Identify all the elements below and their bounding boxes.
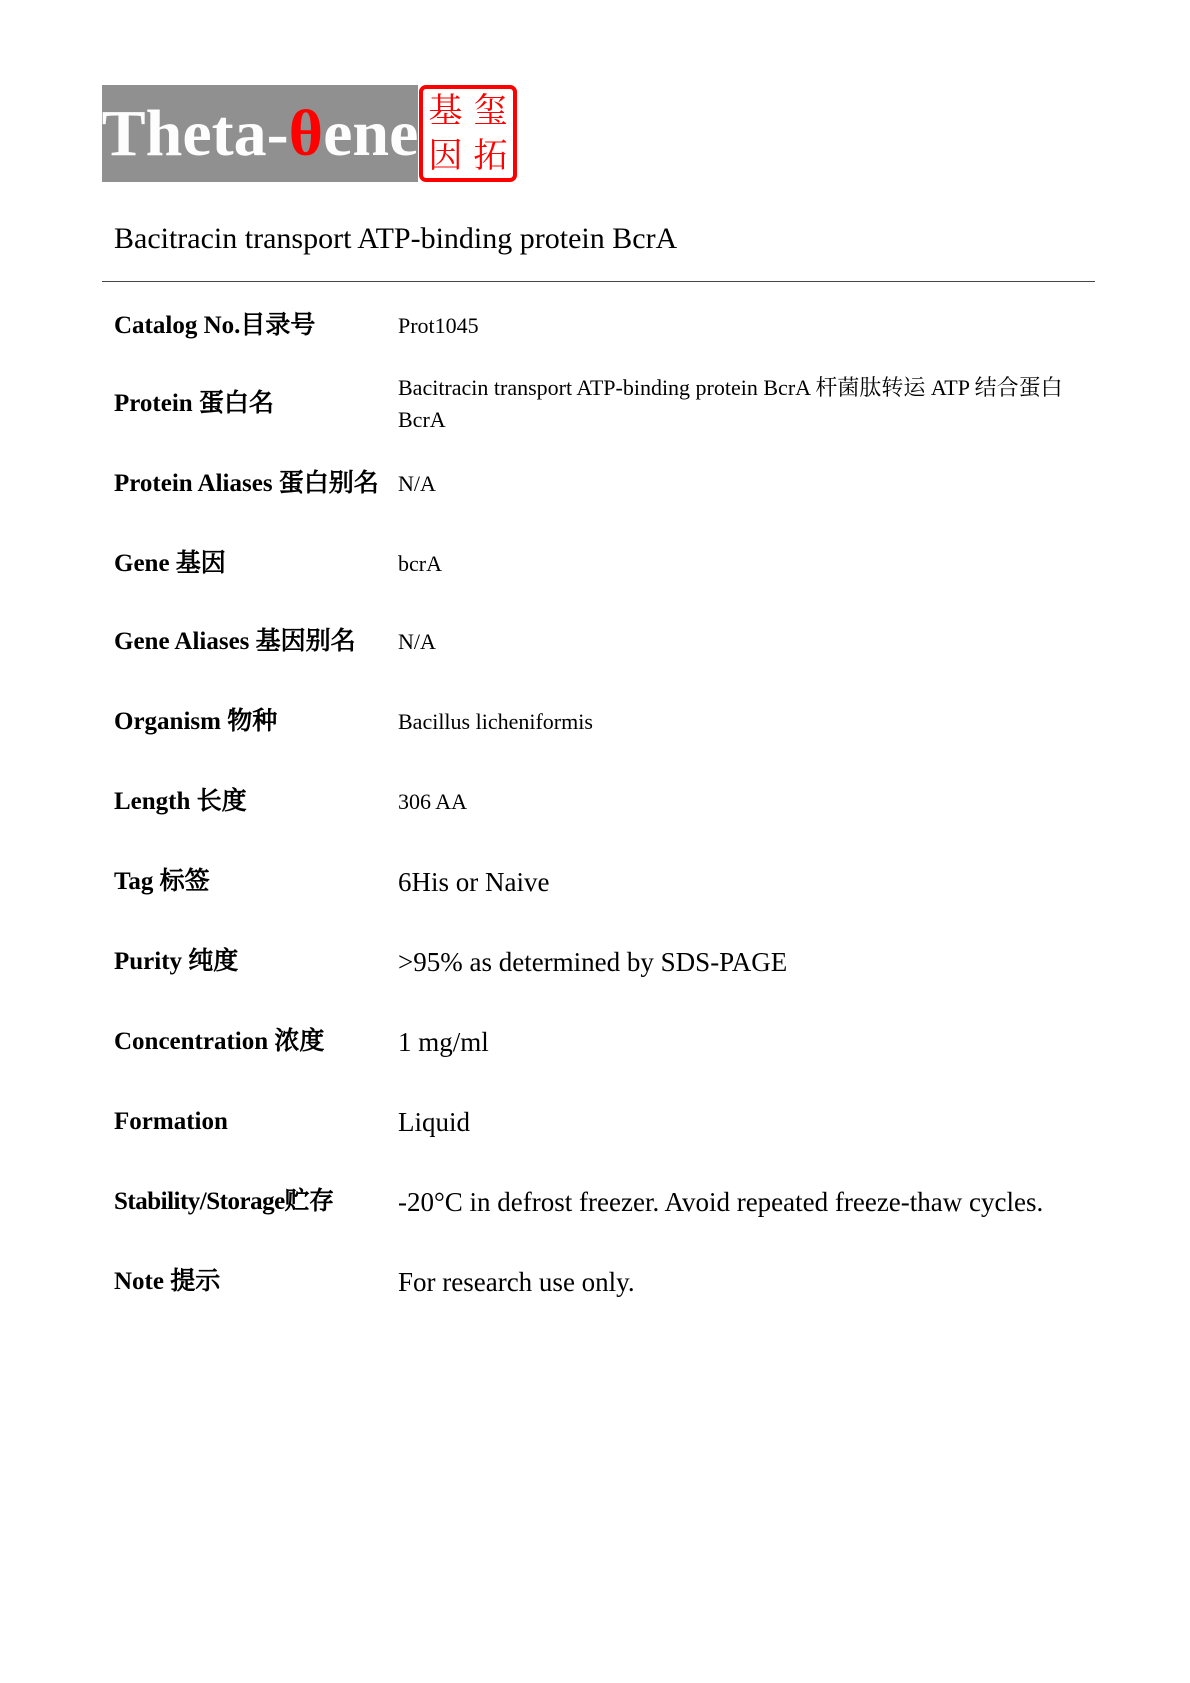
- row-value: -20°C in defrost freezer. Avoid repeated freeze-thaw cycles.: [398, 1187, 1044, 1217]
- row-value: 6His or Naive: [398, 867, 550, 897]
- row-gene: [114, 548, 1104, 580]
- row-catalog-no: [114, 310, 1104, 342]
- row-label: Protein 蛋白名: [114, 390, 274, 417]
- row-formation: [114, 1106, 1104, 1138]
- logo-seal-icon: [419, 85, 517, 182]
- logo-wordmark: [102, 85, 418, 182]
- row-tag: [114, 866, 1104, 898]
- company-logo: [102, 85, 517, 182]
- seal-char-3: 因: [428, 135, 463, 176]
- row-label: Stability/Storage贮存: [114, 1188, 334, 1215]
- title-divider: [102, 281, 1095, 282]
- row-label: Gene Aliases 基因别名: [114, 628, 356, 655]
- row-label: Catalog No.目录号: [114, 312, 316, 339]
- row-value: For research use only.: [398, 1267, 635, 1297]
- seal-char-1: 基: [428, 91, 463, 132]
- row-value: Bacitracin transport ATP-binding protein BcrA 杆菌肽转运 ATP 结合蛋白 BcrA: [398, 375, 1063, 432]
- logo-theta-glyph: θ: [288, 96, 324, 170]
- row-value: 1 mg/ml: [398, 1027, 489, 1057]
- row-label: Note 提示: [114, 1268, 221, 1295]
- row-note: [114, 1266, 1104, 1298]
- row-label: Purity 纯度: [114, 948, 239, 975]
- row-value: Liquid: [398, 1107, 470, 1137]
- document-title: Bacitracin transport ATP-binding protein BcrA: [114, 222, 678, 255]
- row-value: 306 AA: [398, 789, 468, 814]
- row-label: Formation: [114, 1108, 228, 1135]
- row-label: Concentration 浓度: [114, 1028, 325, 1055]
- row-value: N/A: [398, 471, 436, 496]
- row-value: bcrA: [398, 551, 442, 576]
- row-value: Bacillus licheniformis: [398, 709, 593, 734]
- row-label: Protein Aliases 蛋白别名: [114, 470, 379, 497]
- row-label: Tag 标签: [114, 868, 210, 895]
- row-protein: [114, 372, 1104, 436]
- row-concentration: [114, 1026, 1104, 1058]
- row-length: [114, 786, 1104, 818]
- row-label: Organism 物种: [114, 708, 278, 735]
- seal-char-2: 玺: [473, 91, 508, 132]
- logo-text-prefix: Theta-: [101, 96, 289, 170]
- row-value: N/A: [398, 629, 436, 654]
- seal-char-4: 拓: [473, 135, 508, 176]
- logo-text-suffix: ene: [323, 96, 419, 170]
- row-protein-aliases: [114, 452, 1104, 516]
- row-value: >95% as determined by SDS-PAGE: [398, 947, 788, 977]
- row-organism: [114, 706, 1104, 738]
- row-label: Length 长度: [114, 788, 247, 815]
- row-stability-storage: [114, 1186, 1104, 1218]
- row-value: Prot1045: [398, 313, 479, 338]
- row-purity: [114, 946, 1104, 978]
- row-gene-aliases: [114, 610, 1104, 674]
- row-label: Gene 基因: [114, 550, 226, 577]
